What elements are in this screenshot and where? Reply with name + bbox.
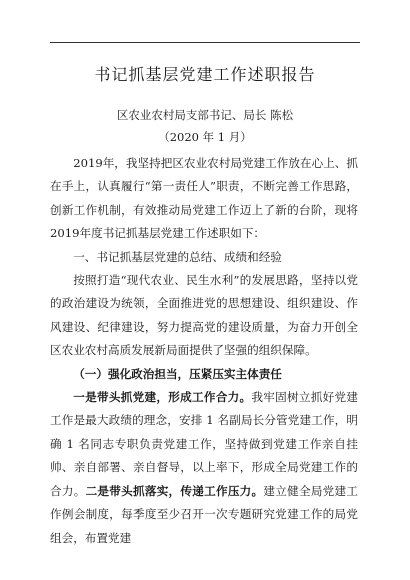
point-two-lead: 二是带头抓落实，传递工作压力。 — [85, 483, 264, 498]
point-one-text: 我牢固树立抓好党建工作是最大政绩的理念，安排 1 名副局长分管党建工作，明确 1 名同志专职负责党建工作，坚持做到党建工作亲自挂帅、亲自部署、亲自督导，以上率下，形成全局党建工作的合力。 — [50, 390, 358, 498]
point-one-lead: 一是带头抓党建，形成工作合力。 — [73, 390, 252, 405]
author-line: 区农业农村局支部书记、局长 陈松 — [116, 108, 294, 122]
point-two-text: 建立健全局党建工作例会制度，每季度至少召开一次专题研究党建工作的局党组会，布置党建 — [50, 483, 358, 545]
top-rule — [50, 42, 360, 43]
document-body — [50, 152, 358, 550]
section-heading: 一、书记抓基层党建的总结、成绩和经验 — [73, 249, 282, 264]
date-line: （2020 年 1 月） — [158, 130, 252, 144]
section-paragraph: 按照打造“现代农业、民生水利”的发展思路，坚持以党的政治建设为统领，全面推进党的思想建设、组织建设、作风建设、纪律建设，努力提高党的建设质量，为奋力开创全区农业农村高质发展新局面提供了坚强的组织保障。 — [50, 273, 358, 358]
point-paragraph — [50, 386, 358, 550]
subheading: （一）强化政治担当，压紧压实主体责任 — [73, 366, 282, 381]
intro-paragraph: 2019年，我坚持把区农业农村局党建工作放在心上、抓在手上，认真履行“第一责任人”职责，不断完善工作思路，创新工作机制，有效推动局党建工作迈上了新的台阶，现将2019年度书记抓基层党建工作述职如下： — [50, 156, 358, 241]
document-title: 书记抓基层党建工作述职报告 — [94, 65, 316, 84]
